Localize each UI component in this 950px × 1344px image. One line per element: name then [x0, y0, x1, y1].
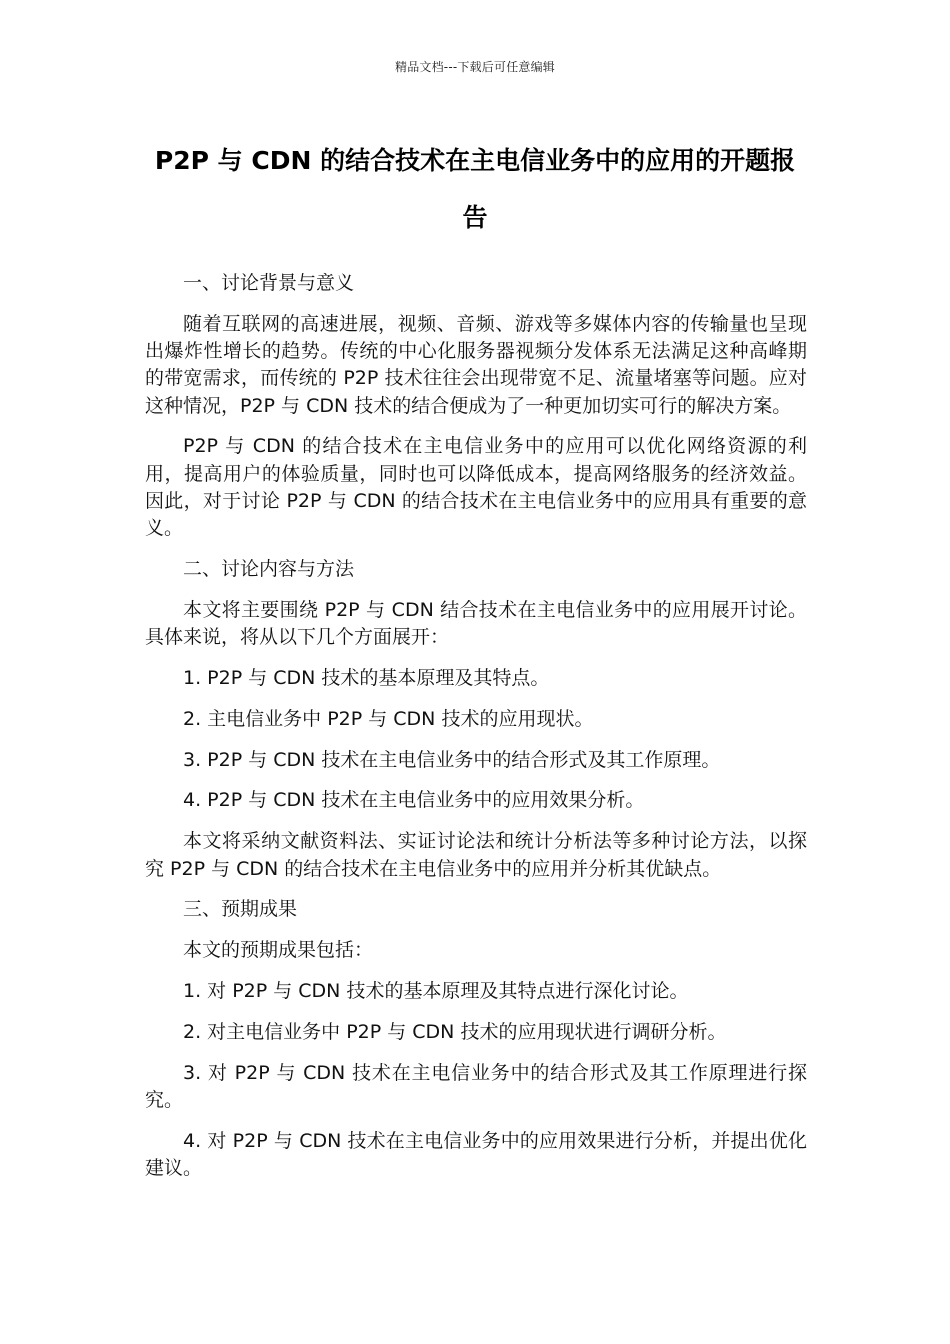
- paragraph-content-intro: 本文将主要围绕 P2P 与 CDN 结合技术在主电信业务中的应用展开讨论。具体来说，将从以下几个方面展开：: [145, 598, 807, 649]
- header-note: 精品文档---下载后可任意编辑: [395, 60, 555, 74]
- paragraph-results-intro: 本文的预期成果包括：: [183, 939, 374, 962]
- paragraph-method: 本文将采纳文献资料法、实证讨论法和统计分析法等多种讨论方法，以探究 P2P 与 CDN 的结合技术在主电信业务中的应用并分析其优缺点。: [145, 830, 807, 880]
- section-heading-content-method: 二、讨论内容与方法: [183, 558, 355, 581]
- list-item-content-2: 2. 主电信业务中 P2P 与 CDN 技术的应用现状。: [183, 707, 594, 730]
- document-title: P2P 与 CDN 的结合技术在主电信业务中的应用的开题报告: [154, 146, 796, 232]
- list-item-result-4: 4. 对 P2P 与 CDN 技术在主电信业务中的应用效果进行分析，并提出优化建议。: [145, 1129, 807, 1179]
- list-item-result-3: 3. 对 P2P 与 CDN 技术在主电信业务中的结合形式及其工作原理进行探究。: [145, 1061, 807, 1111]
- section-heading-expected-results: 三、预期成果: [183, 898, 298, 921]
- paragraph-background-2: P2P 与 CDN 的结合技术在主电信业务中的应用可以优化网络资源的利用，提高用户的体验质量，同时也可以降低成本，提高网络服务的经济效益。因此，对于讨论 P2P 与 CDN 的结合技术在主电信业务中的应用具有重要的意义。: [145, 435, 807, 540]
- list-item-result-2: 2. 对主电信业务中 P2P 与 CDN 技术的应用现状进行调研分析。: [183, 1020, 727, 1043]
- paragraph-background-1: 随着互联网的高速进展，视频、音频、游戏等多媒体内容的传输量也呈现出爆炸性增长的趋势。传统的中心化服务器视频分发体系无法满足这种高峰期的带宽需求，而传统的 P2P 技术往往会出现带宽不足、流量堵塞等问题。应对这种情况，P2P 与 CDN 技术的结合便成为了一种更加切实可行的解决方案。: [145, 312, 807, 417]
- section-heading-background: 一、讨论背景与意义: [183, 272, 355, 294]
- document-body: [145, 270, 807, 1196]
- list-item-content-3: 3. P2P 与 CDN 技术在主电信业务中的结合形式及其工作原理。: [183, 748, 721, 771]
- list-item-result-1: 1. 对 P2P 与 CDN 技术的基本原理及其特点进行深化讨论。: [183, 979, 689, 1002]
- list-item-content-1: 1. P2P 与 CDN 技术的基本原理及其特点。: [183, 667, 550, 690]
- list-item-content-4: 4. P2P 与 CDN 技术在主电信业务中的应用效果分析。: [183, 789, 645, 812]
